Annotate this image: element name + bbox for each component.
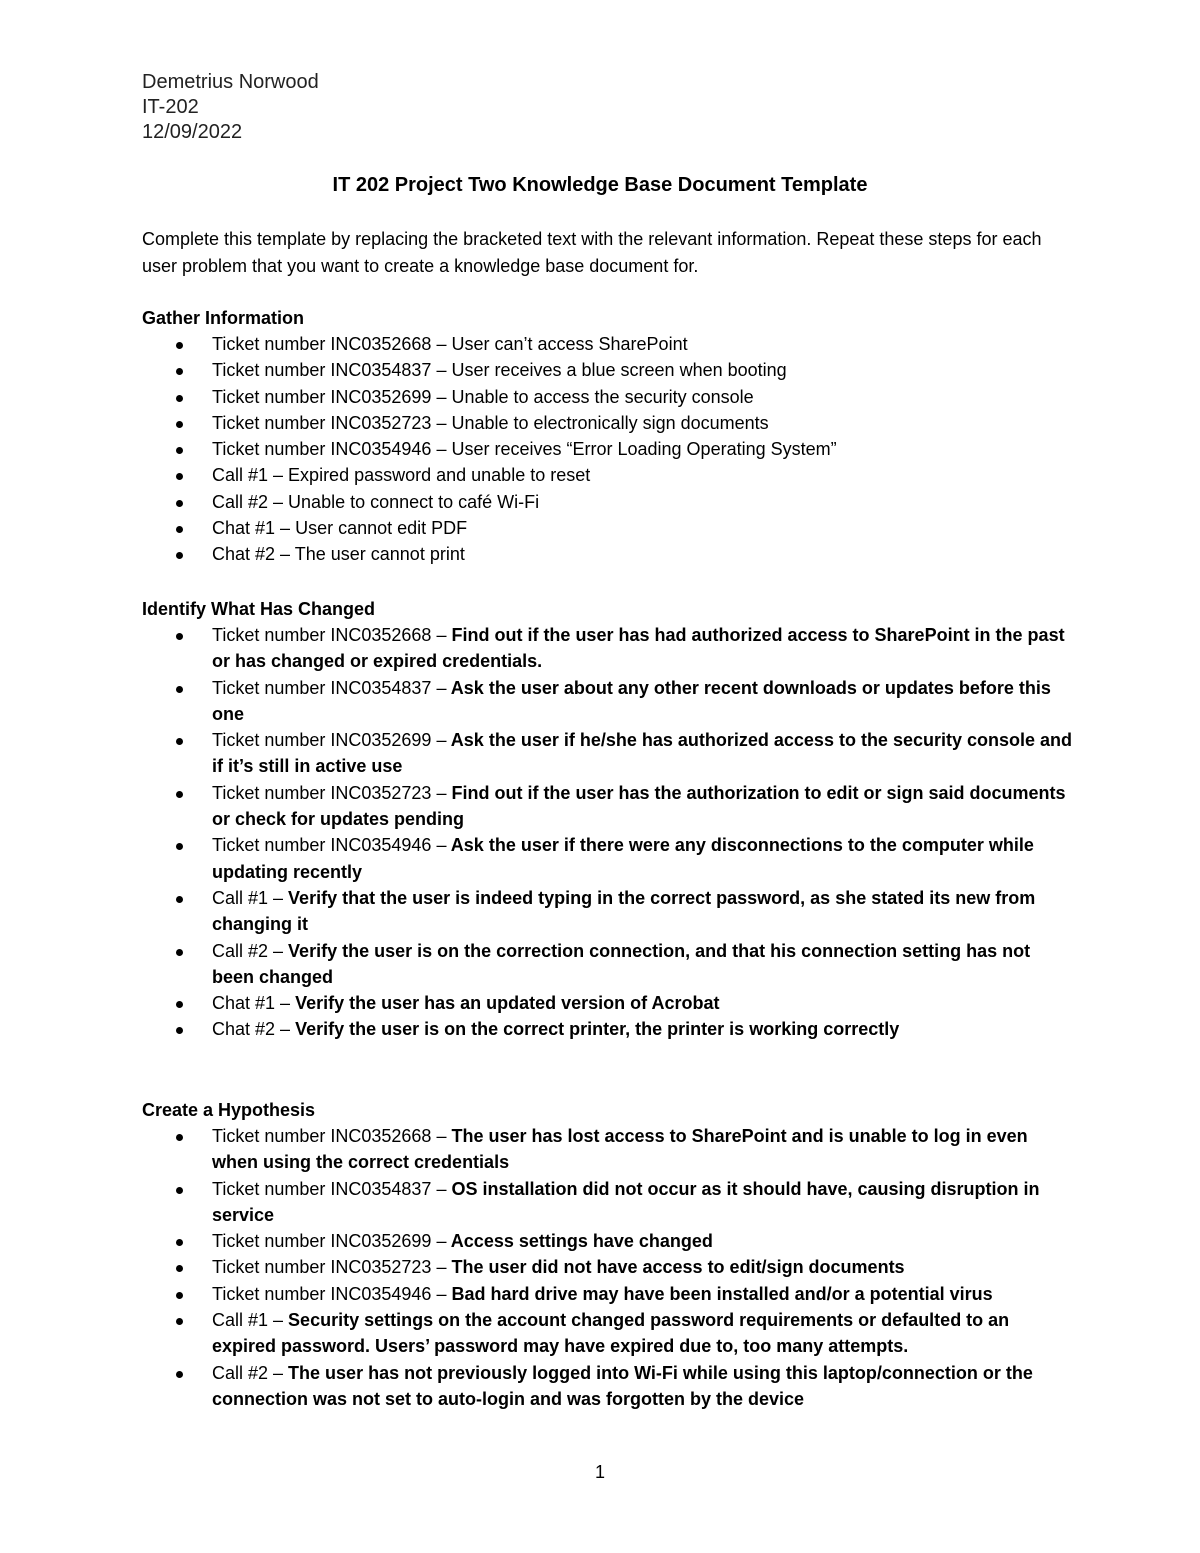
author-name: Demetrius Norwood <box>142 71 319 93</box>
bullet-icon <box>176 1134 183 1141</box>
item-text: Ask the user about any other recent downloads or updates before this one <box>212 677 1051 724</box>
bullet-icon <box>176 421 183 428</box>
bullet-icon <box>176 1187 183 1194</box>
section-title: Gather Information <box>142 308 305 328</box>
item-label: Call #1 – <box>212 887 284 908</box>
item-text: Verify the user is on the correct printer, the printer is working correctly <box>290 1019 900 1040</box>
document-title: IT 202 Project Two Knowledge Base Document Template <box>332 174 868 196</box>
bullet-icon <box>176 949 183 956</box>
list-item <box>142 1281 1072 1307</box>
course-code: IT-202 <box>142 96 199 118</box>
bullet-icon <box>176 1265 183 1272</box>
list-item <box>142 384 1072 410</box>
author-header <box>142 70 319 145</box>
item-label: Chat #2 – <box>212 1019 291 1040</box>
item-label: Call #1 – <box>212 1310 284 1331</box>
list-item <box>142 727 1072 780</box>
item-label: Ticket number INC0352699 – <box>212 730 447 751</box>
section-title: Create a Hypothesis <box>142 1100 316 1120</box>
bullet-icon <box>176 1292 183 1299</box>
item-text: Unable to connect to café Wi-Fi <box>283 491 540 512</box>
bullet-icon <box>176 368 183 375</box>
section-create-a-hypothesis <box>142 1097 1072 1412</box>
item-text: The user has not previously logged into Wi-Fi while using this laptop/connection or the connection was not set to auto-login and was forgotten by the device <box>212 1362 1033 1409</box>
item-label: Ticket number INC0354946 – <box>212 439 447 460</box>
page-number: 1 <box>594 1462 605 1482</box>
bullet-list <box>142 622 1072 1043</box>
section-identify-what-has-changed <box>142 596 1072 1043</box>
bullet-icon <box>176 500 183 507</box>
bullet-icon <box>176 1371 183 1378</box>
item-text: Ask the user if there were any disconnections to the computer while updating recently <box>212 835 1034 882</box>
item-text: User can’t access SharePoint <box>446 334 688 354</box>
bullet-icon <box>176 1239 183 1246</box>
item-text: Access settings have changed <box>446 1231 713 1252</box>
item-text: Expired password and unable to reset <box>283 465 591 486</box>
item-label: Call #2 – <box>212 1362 284 1383</box>
bullet-icon <box>176 1318 183 1325</box>
bullet-list <box>142 331 1072 568</box>
bullet-icon <box>176 447 183 454</box>
item-text: User receives “Error Loading Operating System” <box>446 439 837 460</box>
bullet-icon <box>176 552 183 559</box>
list-item <box>142 1016 1072 1042</box>
document-date: 12/09/2022 <box>142 121 243 143</box>
item-label: Call #2 – <box>212 491 284 512</box>
list-item <box>142 357 1072 383</box>
item-text: The user has lost access to SharePoint and is unable to log in even when using the correct credentials <box>212 1126 1028 1173</box>
item-text: Find out if the user has had authorized access to SharePoint in the past or has changed or expired credentials. <box>212 625 1065 672</box>
list-item <box>142 1254 1072 1280</box>
bullet-icon <box>176 791 183 798</box>
item-label: Chat #1 – <box>212 993 291 1014</box>
bullet-icon <box>176 342 183 349</box>
list-item <box>142 832 1072 885</box>
list-item <box>142 462 1072 488</box>
bullet-icon <box>176 1027 183 1034</box>
section-title: Identify What Has Changed <box>142 599 376 619</box>
item-label: Ticket number INC0352723 – <box>212 1257 447 1278</box>
item-text: User receives a blue screen when booting <box>446 360 787 381</box>
item-label: Ticket number INC0354837 – <box>212 677 447 698</box>
item-label: Ticket number INC0352699 – <box>212 386 447 407</box>
list-item <box>142 331 1072 357</box>
section-gather-information <box>142 305 1072 568</box>
list-item <box>142 1123 1072 1176</box>
list-item <box>142 990 1072 1016</box>
list-item <box>142 541 1072 567</box>
bullet-icon <box>176 473 183 480</box>
list-item <box>142 780 1072 833</box>
list-item <box>142 515 1072 541</box>
item-label: Ticket number INC0354837 – <box>212 360 447 381</box>
bullet-icon <box>176 843 183 850</box>
item-label: Ticket number INC0352668 – <box>212 334 447 354</box>
bullet-list <box>142 1123 1072 1412</box>
bullet-icon <box>176 633 183 640</box>
list-item <box>142 885 1072 938</box>
item-text: OS installation did not occur as it should have, causing disruption in service <box>212 1178 1040 1225</box>
list-item <box>142 410 1072 436</box>
list-item <box>142 622 1072 675</box>
item-label: Ticket number INC0352668 – <box>212 1126 447 1146</box>
item-text: User cannot edit PDF <box>290 518 468 539</box>
bullet-icon <box>176 395 183 402</box>
item-label: Ticket number INC0352723 – <box>212 412 447 433</box>
list-item <box>142 938 1072 991</box>
item-text: Unable to access the security console <box>446 386 754 407</box>
item-label: Ticket number INC0354946 – <box>212 835 447 856</box>
list-item <box>142 489 1072 515</box>
item-label: Chat #2 – <box>212 544 291 565</box>
list-item <box>142 675 1072 728</box>
item-label: Ticket number INC0352699 – <box>212 1231 447 1252</box>
bullet-icon <box>176 686 183 693</box>
bullet-icon <box>176 526 183 533</box>
item-text: Verify that the user is indeed typing in the correct password, as she stated its new from changing it <box>212 887 1036 935</box>
item-label: Ticket number INC0352668 – <box>212 625 447 645</box>
list-item <box>142 436 1072 462</box>
item-text: Verify the user has an updated version of Acrobat <box>290 993 720 1014</box>
bullet-icon <box>176 896 183 903</box>
list-item <box>142 1307 1072 1360</box>
list-item <box>142 1228 1072 1254</box>
item-text: Verify the user is on the correction connection, and that his connection setting has not been changed <box>212 940 1031 987</box>
item-text: Ask the user if he/she has authorized access to the security console and if it’s still in active use <box>212 730 1073 777</box>
bullet-icon <box>176 1001 183 1008</box>
item-text: Security settings on the account changed password requirements or defaulted to an expired password. Users’ password may have expired due to, too many attempts. <box>212 1310 1010 1357</box>
bullet-icon <box>176 738 183 745</box>
list-item <box>142 1176 1072 1229</box>
item-text: The user cannot print <box>290 544 465 565</box>
intro-paragraph: Complete this template by replacing the bracketed text with the relevant information. Repeat these steps for each user problem that you want to create a knowledge base document for. <box>142 229 1042 276</box>
item-label: Ticket number INC0354946 – <box>212 1283 447 1304</box>
item-text: Find out if the user has the authorization to edit or sign said documents or check for updates pending <box>212 782 1066 830</box>
item-label: Call #1 – <box>212 465 284 486</box>
item-label: Call #2 – <box>212 940 284 961</box>
item-text: Bad hard drive may have been installed and/or a potential virus <box>446 1283 993 1304</box>
item-text: Unable to electronically sign documents <box>446 412 769 433</box>
item-label: Ticket number INC0354837 – <box>212 1178 447 1199</box>
item-label: Chat #1 – <box>212 518 291 539</box>
item-label: Ticket number INC0352723 – <box>212 782 447 803</box>
item-text: The user did not have access to edit/sign documents <box>446 1257 905 1278</box>
list-item <box>142 1360 1072 1413</box>
